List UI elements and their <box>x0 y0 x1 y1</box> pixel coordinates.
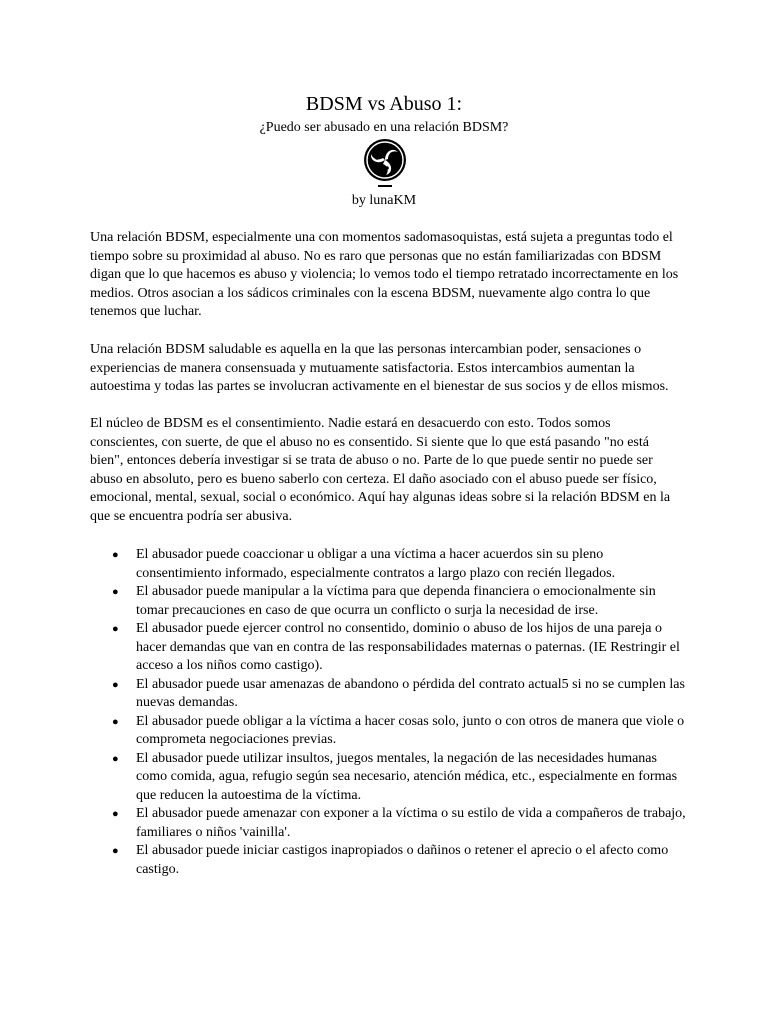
bullet-icon: ● <box>112 715 119 728</box>
list-item-text: El abusador puede coaccionar u obligar a una víctima a hacer acuerdos sin su pleno consentimiento informado, especialmente contratos a largo plazo con recién llegados. <box>136 547 616 581</box>
paragraph-3: El núcleo de BDSM es el consentimiento. Nadie estará en desacuerdo con esto. Todos somos conscientes, con suerte, de que el abuso no es consentido. Si siente que lo que está pasando "no está bien", entonces debería investigar si se trata de abuso o no. Parte de lo que puede sentir no puede ser abuso en absoluto, pero es bueno saberlo con certeza. El daño asociado con el abuso puede ser físico, emocional, mental, sexual, social o económico. Aquí hay algunas ideas sobre si la relación BDSM en la que se encuentra podría ser abusiva. <box>90 416 671 524</box>
list-item-text: El abusador puede iniciar castigos inapropiados o dañinos o retener el aprecio o el afecto como castigo. <box>136 843 669 877</box>
bullet-icon: ● <box>112 752 119 765</box>
list-item <box>90 676 690 713</box>
bullet-icon: ● <box>112 845 119 857</box>
paragraph-2: Una relación BDSM saludable es aquella en la que las personas intercambian poder, sensaciones o experiencias de manera consensuada y mutuamente satisfactoria. Estos intercambios aumentan la autoestima y todas las partes se involucran activamente en el bienestar de sus socios y de ellos mismos. <box>90 342 669 394</box>
list-item-text: El abusador puede obligar a la víctima a hacer cosas solo, junto o con otros de manera que viole o comprometa negociaciones previas. <box>136 713 685 747</box>
list-item <box>90 805 690 842</box>
list-item <box>90 546 690 583</box>
list-item-text: El abusador puede manipular a la víctima para que dependa financiera o emocionalmente sin tomar precauciones en caso de que ocurra un conflicto o surja la necesidad de irse. <box>136 584 656 618</box>
document-author: by lunaKM <box>351 193 417 208</box>
list-item-text: El abusador puede utilizar insultos, juegos mentales, la negación de las necesidades humanas como comida, agua, refugio según sea necesario, atención médica, etc., especialmente en formas que reducen la autoestima de la víctima. <box>136 750 678 803</box>
abuse-signs-list <box>90 546 690 879</box>
list-item-text: El abusador puede ejercer control no consentido, dominio o abuso de los hijos de una pareja o hacer demandas que van en contra de las responsabilidades maternas o paternas. (IE Restringir el acceso a los niños como castigo). <box>136 621 680 673</box>
bullet-icon: ● <box>112 549 119 561</box>
list-item <box>90 842 690 879</box>
bullet-icon: ● <box>112 586 119 598</box>
list-item <box>90 620 690 676</box>
list-item <box>90 713 690 750</box>
list-item-text: El abusador puede usar amenazas de abandono o pérdida del contrato actual5 si no se cumplen las nuevas demandas. <box>136 676 685 710</box>
document-title: BDSM vs Abuso 1: <box>305 93 463 115</box>
paragraph-1: Una relación BDSM, especialmente una con momentos sadomasoquistas, está sujeta a preguntas todo el tiempo sobre su proximidad al abuso. No es raro que personas que no están familiarizadas con BDSM digan que lo que hacemos es abuso y violencia; lo vemos todo el tiempo retratado incorrectamente en los medios. Otros asocian a los sádicos criminales con la escena BDSM, nuevamente algo contra lo que tenemos que luchar. <box>90 230 679 319</box>
triskelion-icon <box>362 137 408 191</box>
list-item <box>90 750 690 806</box>
document-subtitle: ¿Puedo ser abusado en una relación BDSM? <box>259 120 509 135</box>
list-item <box>90 583 690 620</box>
bullet-icon: ● <box>112 678 119 691</box>
bullet-icon: ● <box>112 808 119 820</box>
bullet-icon: ● <box>112 623 119 635</box>
list-item-text: El abusador puede amenazar con exponer a la víctima o su estilo de vida a compañeros de trabajo, familiares o niños 'vainilla'. <box>136 806 686 840</box>
